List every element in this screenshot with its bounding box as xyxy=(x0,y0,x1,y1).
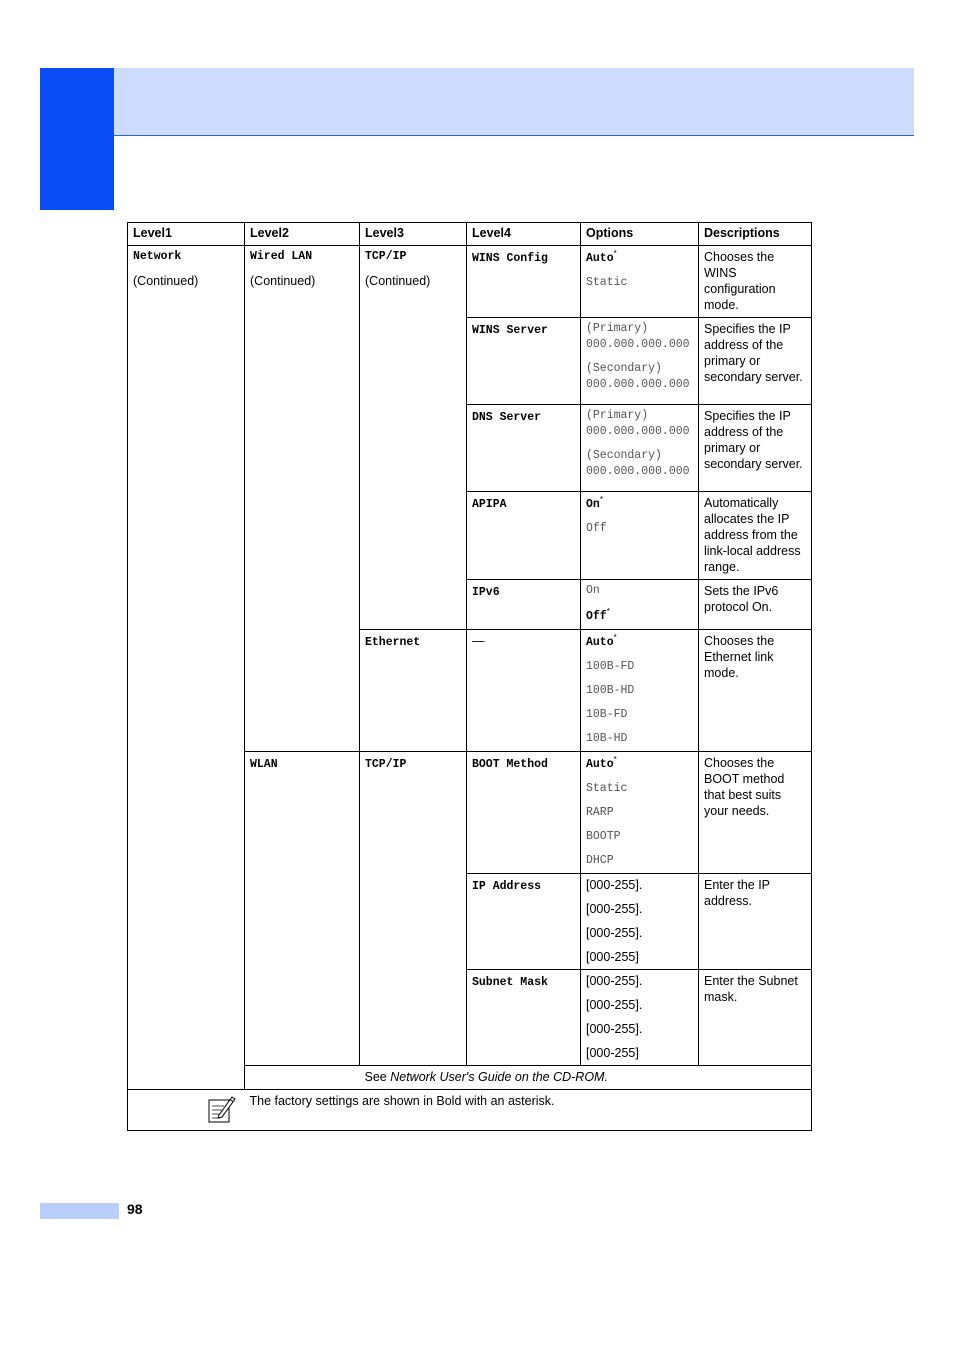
option-100b-fd: 100B-FD xyxy=(586,660,635,673)
option-auto: Auto xyxy=(586,252,614,265)
option-100b-hd: 100B-HD xyxy=(586,684,635,697)
options-wins-server xyxy=(581,318,699,405)
apipa-label: APIPA xyxy=(472,498,507,511)
octet-3: [000-255]. xyxy=(586,926,643,940)
options-ip-address xyxy=(581,874,699,970)
desc-ipv6: Sets the IPv6 protocol On. xyxy=(699,580,812,630)
octet-3: [000-255]. xyxy=(586,1022,643,1036)
header-descriptions: Descriptions xyxy=(699,223,812,246)
desc-wins-config: Chooses the WINS configuration mode. xyxy=(699,246,812,318)
header-options: Options xyxy=(581,223,699,246)
options-ethernet xyxy=(581,630,699,752)
see-guide-spacer xyxy=(245,1066,360,1090)
options-dns-server xyxy=(581,405,699,492)
asterisk: * xyxy=(613,248,617,258)
secondary-value: 000.000.000.000 xyxy=(586,465,690,478)
asterisk: * xyxy=(613,754,617,764)
settings-table xyxy=(127,222,812,1131)
dns-server-label: DNS Server xyxy=(472,411,542,424)
desc-dns-server: Specifies the IP address of the primary or secondary server. xyxy=(699,405,812,492)
asterisk: * xyxy=(606,606,610,616)
level3-tcpip-cell xyxy=(360,246,467,630)
level4-dns-server xyxy=(467,405,581,492)
option-dhcp: DHCP xyxy=(586,854,614,867)
option-rarp: RARP xyxy=(586,806,614,819)
header-level1: Level1 xyxy=(128,223,245,246)
options-ipv6 xyxy=(581,580,699,630)
level1-cell xyxy=(128,246,245,1090)
level3-tcpip-name: TCP/IP xyxy=(365,250,407,263)
octet-4: [000-255] xyxy=(586,1046,639,1060)
octet-4: [000-255] xyxy=(586,950,639,964)
options-subnet-mask xyxy=(581,970,699,1066)
primary-value: 000.000.000.000 xyxy=(586,425,690,438)
boot-method-label: BOOT Method xyxy=(472,758,548,771)
options-boot-method xyxy=(581,752,699,874)
desc-ethernet: Chooses the Ethernet link mode. xyxy=(699,630,812,752)
asterisk: * xyxy=(599,494,603,504)
level2-wlan-cell xyxy=(245,752,360,1066)
level4-wins-config xyxy=(467,246,581,318)
option-off: Off xyxy=(586,522,607,535)
wins-server-label: WINS Server xyxy=(472,324,548,337)
chapter-tab-block xyxy=(40,68,114,210)
option-on: On xyxy=(586,584,600,597)
primary-label: (Primary) xyxy=(586,322,649,335)
level1-name: Network xyxy=(133,250,182,263)
option-10b-hd: 10B-HD xyxy=(586,732,628,745)
level2-wired-continued: (Continued) xyxy=(250,274,316,288)
desc-ip-address: Enter the IP address. xyxy=(699,874,812,970)
level4-apipa xyxy=(467,492,581,580)
primary-label: (Primary) xyxy=(586,409,649,422)
see-guide-link: Network User's Guide on the CD-ROM. xyxy=(390,1070,608,1084)
level4-wins-server xyxy=(467,318,581,405)
level2-wired-name: Wired LAN xyxy=(250,250,313,263)
note-icon-cell xyxy=(128,1090,245,1131)
ipv6-label: IPv6 xyxy=(472,586,500,599)
level2-wired-cell xyxy=(245,246,360,752)
header-level2: Level2 xyxy=(245,223,360,246)
secondary-label: (Secondary) xyxy=(586,449,662,462)
option-static: Static xyxy=(586,782,628,795)
header-row xyxy=(128,223,812,246)
ip-address-label: IP Address xyxy=(472,880,542,893)
level4-subnet-mask xyxy=(467,970,581,1066)
table-row xyxy=(128,246,812,318)
option-off: Off xyxy=(586,610,607,623)
level3-ethernet xyxy=(360,630,467,752)
header-level3: Level3 xyxy=(360,223,467,246)
see-prefix: See xyxy=(364,1070,391,1084)
octet-2: [000-255]. xyxy=(586,902,643,916)
level1-continued: (Continued) xyxy=(133,274,199,288)
primary-value: 000.000.000.000 xyxy=(586,338,690,351)
note-row xyxy=(128,1090,812,1131)
octet-1: [000-255]. xyxy=(586,878,643,892)
option-auto: Auto xyxy=(586,636,614,649)
option-static: Static xyxy=(586,276,628,289)
secondary-value: 000.000.000.000 xyxy=(586,378,690,391)
see-guide-cell xyxy=(360,1066,812,1090)
octet-2: [000-255]. xyxy=(586,998,643,1012)
wins-config-label: WINS Config xyxy=(472,252,548,265)
desc-apipa: Automatically allocates the IP address from the link-local address range. xyxy=(699,492,812,580)
option-bootp: BOOTP xyxy=(586,830,621,843)
desc-boot-method: Chooses the BOOT method that best suits your needs. xyxy=(699,752,812,874)
desc-wins-server: Specifies the IP address of the primary or secondary server. xyxy=(699,318,812,405)
level3-wlan-tcpip-cell xyxy=(360,752,467,1066)
header-band xyxy=(114,68,914,136)
subnet-mask-label: Subnet Mask xyxy=(472,976,548,989)
option-10b-fd: 10B-FD xyxy=(586,708,628,721)
ethernet-label: Ethernet xyxy=(365,636,421,649)
option-auto: Auto xyxy=(586,758,614,771)
header-level4: Level4 xyxy=(467,223,581,246)
asterisk: * xyxy=(613,632,617,642)
page-number: 98 xyxy=(127,1201,143,1217)
level3-tcpip-continued: (Continued) xyxy=(365,274,431,288)
page-number-bar xyxy=(40,1203,119,1219)
level4-ipv6 xyxy=(467,580,581,630)
level3-wlan-tcpip: TCP/IP xyxy=(365,758,407,771)
level4-ethernet: — xyxy=(467,630,581,752)
level2-wlan-name: WLAN xyxy=(250,758,278,771)
desc-subnet-mask: Enter the Subnet mask. xyxy=(699,970,812,1066)
level4-ip-address xyxy=(467,874,581,970)
option-on: On xyxy=(586,498,600,511)
note-text: The factory settings are shown in Bold with an asterisk. xyxy=(245,1090,812,1131)
secondary-label: (Secondary) xyxy=(586,362,662,375)
octet-1: [000-255]. xyxy=(586,974,643,988)
level4-boot-method xyxy=(467,752,581,874)
options-apipa xyxy=(581,492,699,580)
note-pencil-icon xyxy=(207,1094,237,1124)
options-wins-config xyxy=(581,246,699,318)
